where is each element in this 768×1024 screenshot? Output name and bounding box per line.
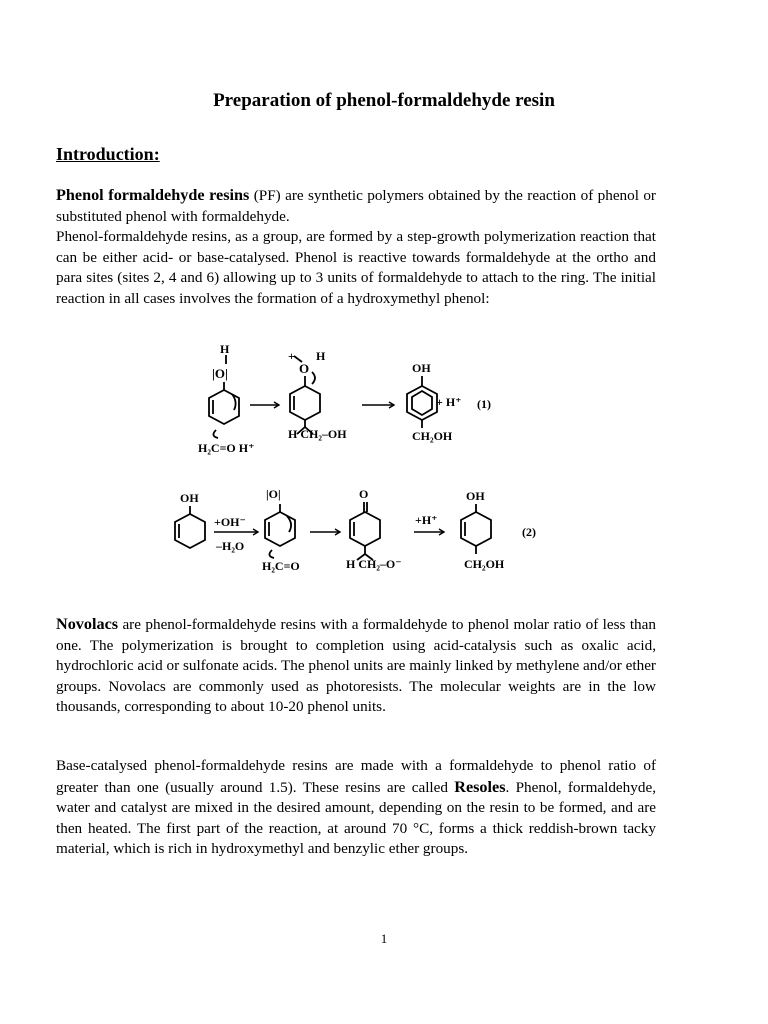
reaction-number-2: (2) <box>522 525 536 539</box>
intro-paragraph <box>56 185 656 310</box>
resoles-paragraph <box>56 756 656 860</box>
novolacs-term: Novolacs <box>56 615 119 633</box>
document-title: Preparation of phenol-formaldehyde resin <box>213 90 555 111</box>
novolacs-text: are phenol-formaldehyde resins with a formaldehyde to phenol molar ratio of less than one. The polymerization is brought to completion using acid-catalysis such as oxalic acid, hydrochloric acid or sulfonate acids. The phenol units are mainly linked by methylene and/or ether groups. Novolacs are commonly used as photoresists. The molecular weights are in the low thousands, corresponding to about 10-20 phenol units. <box>56 616 656 716</box>
keto-o: O <box>359 487 369 501</box>
intro-text-2: Phenol-formaldehyde resins, as a group, are formed by a step-growth polymerization reaction that can be either acid- or base-catalysed. Phenol is reactive towards formaldehyde at the ortho and para sites (sites 2, 4 and 6) allowing up to 3 units of formaldehyde to attach to the ring. The initial reaction in all cases involves the formation of a hydroxymethyl phenol: <box>56 228 656 307</box>
product-ch2oh: CH₂OH <box>412 429 453 443</box>
reaction-scheme-1 <box>176 342 516 470</box>
reaction-1-diagram <box>176 342 516 470</box>
reagent-hydroxide: +OH⁻ <box>214 515 246 529</box>
reaction-arrow-4 <box>310 529 340 535</box>
intermediate-h: H <box>316 349 326 363</box>
keto-substituent: H CH₂–O⁻ <box>346 557 402 571</box>
reaction-arrow-2 <box>362 402 394 408</box>
formaldehyde-label: H₂C=O H⁺ <box>198 441 255 455</box>
reaction-arrow-3 <box>214 529 258 535</box>
phenoxide-structure <box>265 504 295 558</box>
reagent-proton: +H⁺ <box>415 513 438 527</box>
reaction-arrow-1 <box>250 402 279 408</box>
intermediate-substituent: H CH₂–OH <box>288 427 347 441</box>
product-ch2oh-2: CH₂OH <box>464 557 505 571</box>
keto-intermediate-structure <box>350 502 380 560</box>
reaction-arrow-5 <box>414 529 444 535</box>
phenol-oh-2: OH <box>180 491 199 505</box>
phenoxide-o: |O| <box>266 487 281 501</box>
phenol-structure-2 <box>175 506 205 548</box>
page-number: 1 <box>380 931 388 946</box>
formaldehyde-label-2: H₂C=O <box>262 559 300 573</box>
phenol-h: H <box>220 342 230 356</box>
resoles-text-before: Base-catalysed phenol-formaldehyde resins are made with a formaldehyde to phenol ratio of greater than one (usually around 1.5). These resins are called <box>56 757 656 796</box>
pf-resins-term: Phenol formaldehyde resins <box>56 186 250 204</box>
reaction-scheme-2 <box>160 482 550 584</box>
product-plus-h: + H⁺ <box>436 395 462 409</box>
product-oh: OH <box>412 361 431 375</box>
reagent-water-loss: –H₂O <box>216 539 245 553</box>
resoles-term: Resoles <box>454 777 506 796</box>
novolacs-paragraph <box>56 614 656 718</box>
introduction-heading: Introduction: <box>56 144 160 164</box>
phenol-o: |O| <box>212 366 228 381</box>
intermediate-o: O <box>299 361 310 376</box>
intro-text: (PF) are synthetic polymers obtained by the reaction of phenol or substituted phenol with formaldehyde. <box>56 187 656 225</box>
product-oh-2: OH <box>466 489 485 503</box>
hydroxymethyl-phenol-structure <box>407 376 437 428</box>
intermediate-charge: + <box>288 349 295 363</box>
product-structure-2 <box>461 504 491 554</box>
resoles-text-after: . Phenol, formaldehyde, water and catalyst are mixed in the desired amount, depending on the resin to be formed, and are then heated. The first part of the reaction, at around 70 °C, forms a thick reddish-brown tacky material, which is rich in hydroxymethyl and benzylic ether groups. <box>56 778 656 858</box>
reaction-number-1: (1) <box>477 397 491 411</box>
reaction-2-diagram <box>160 482 550 584</box>
